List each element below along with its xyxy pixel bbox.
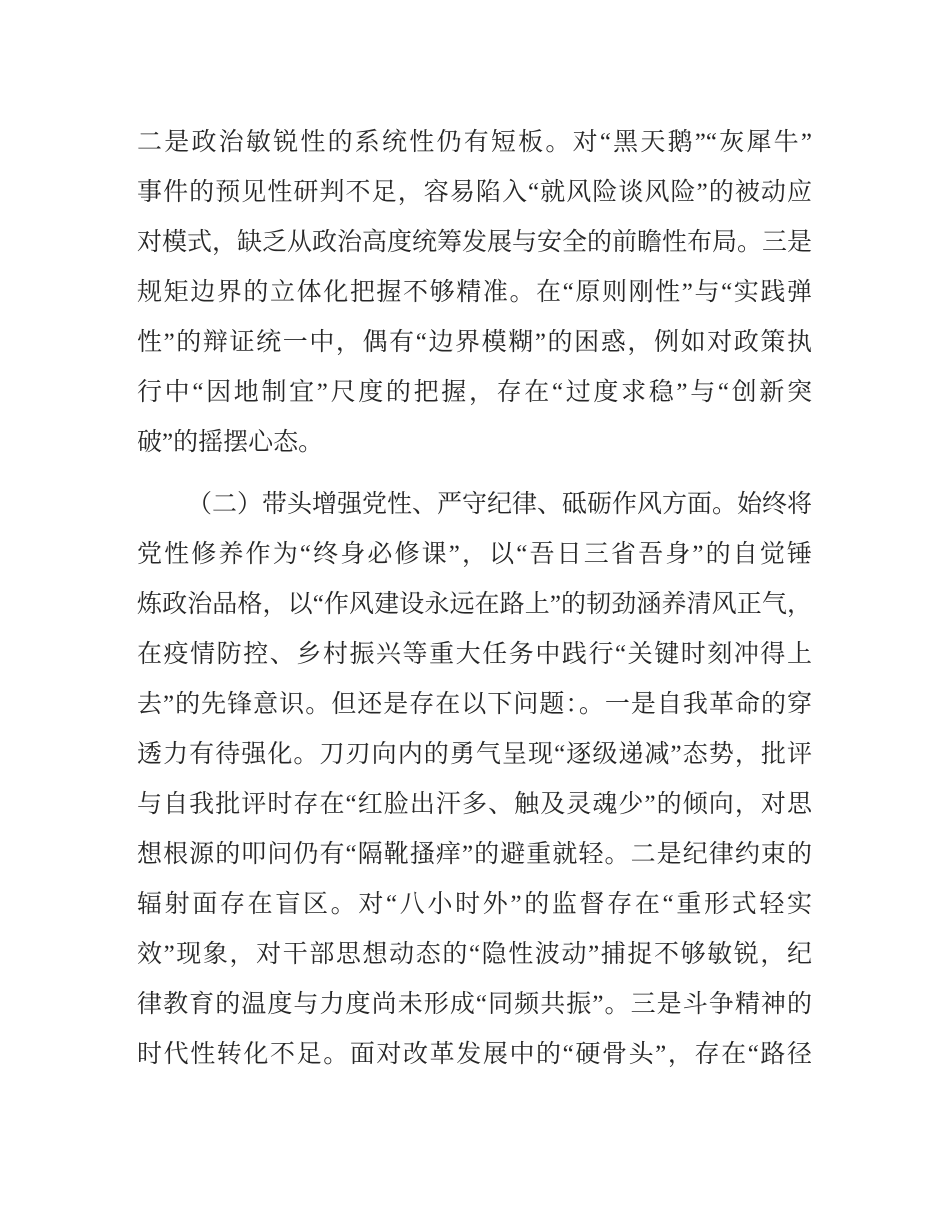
paragraph-1 xyxy=(137,118,812,468)
text-line: 在疫情防控、乡村振兴等重大任务中践行“关键时刻冲得上 xyxy=(137,641,812,668)
text-line: 规矩边界的立体化把握不够精准。在“原则刚性”与“实践弹 xyxy=(137,279,812,306)
text-line: 效”现象，对干部思想动态的“隐性波动”捕捉不够敏锐，纪 xyxy=(137,941,812,968)
text-line: 二是政治敏锐性的系统性仍有短板。对“黑天鹅”“灰犀牛” xyxy=(137,129,812,156)
text-line: 想根源的叩问仍有“隔靴搔痒”的避重就轻。二是纪律约束的 xyxy=(137,841,812,868)
text-line: 党性修养作为“终身必修课”，以“吾日三省吾身”的自觉锤 xyxy=(137,541,812,568)
text-line: 性”的辩证统一中，偶有“边界模糊”的困惑，例如对政策执 xyxy=(137,329,812,356)
text-line: 透力有待强化。刀刃向内的勇气呈现“逐级递减”态势，批评 xyxy=(137,741,812,768)
text-line: 律教育的温度与力度尚未形成“同频共振”。三是斗争精神的 xyxy=(137,991,812,1018)
text-line: 去”的先锋意识。但还是存在以下问题：。一是自我革命的穿 xyxy=(137,691,812,718)
text-line: 辐射面存在盲区。对“八小时外”的监督存在“重形式轻实 xyxy=(137,891,812,918)
text-line: 事件的预见性研判不足，容易陷入“就风险谈风险”的被动应 xyxy=(137,179,812,206)
paragraph-2 xyxy=(137,480,812,1080)
text-line: 时代性转化不足。面对改革发展中的“硬骨头”，存在“路径 xyxy=(137,1041,812,1068)
text-line: 破”的摇摆心态。 xyxy=(137,429,324,456)
text-line: 对模式，缺乏从政治高度统筹发展与安全的前瞻性布局。三是 xyxy=(137,229,813,256)
document-body xyxy=(137,118,812,1080)
text-line: 炼政治品格，以“作风建设永远在路上”的韧劲涵养清风正气， xyxy=(137,591,812,618)
text-line: 行中“因地制宜”尺度的把握，存在“过度求稳”与“创新突 xyxy=(137,379,812,406)
text-line: 与自我批评时存在“红脸出汗多、触及灵魂少”的倾向，对思 xyxy=(137,791,812,818)
text-line: （二）带头增强党性、严守纪律、砥砺作风方面。始终将 xyxy=(187,491,813,518)
